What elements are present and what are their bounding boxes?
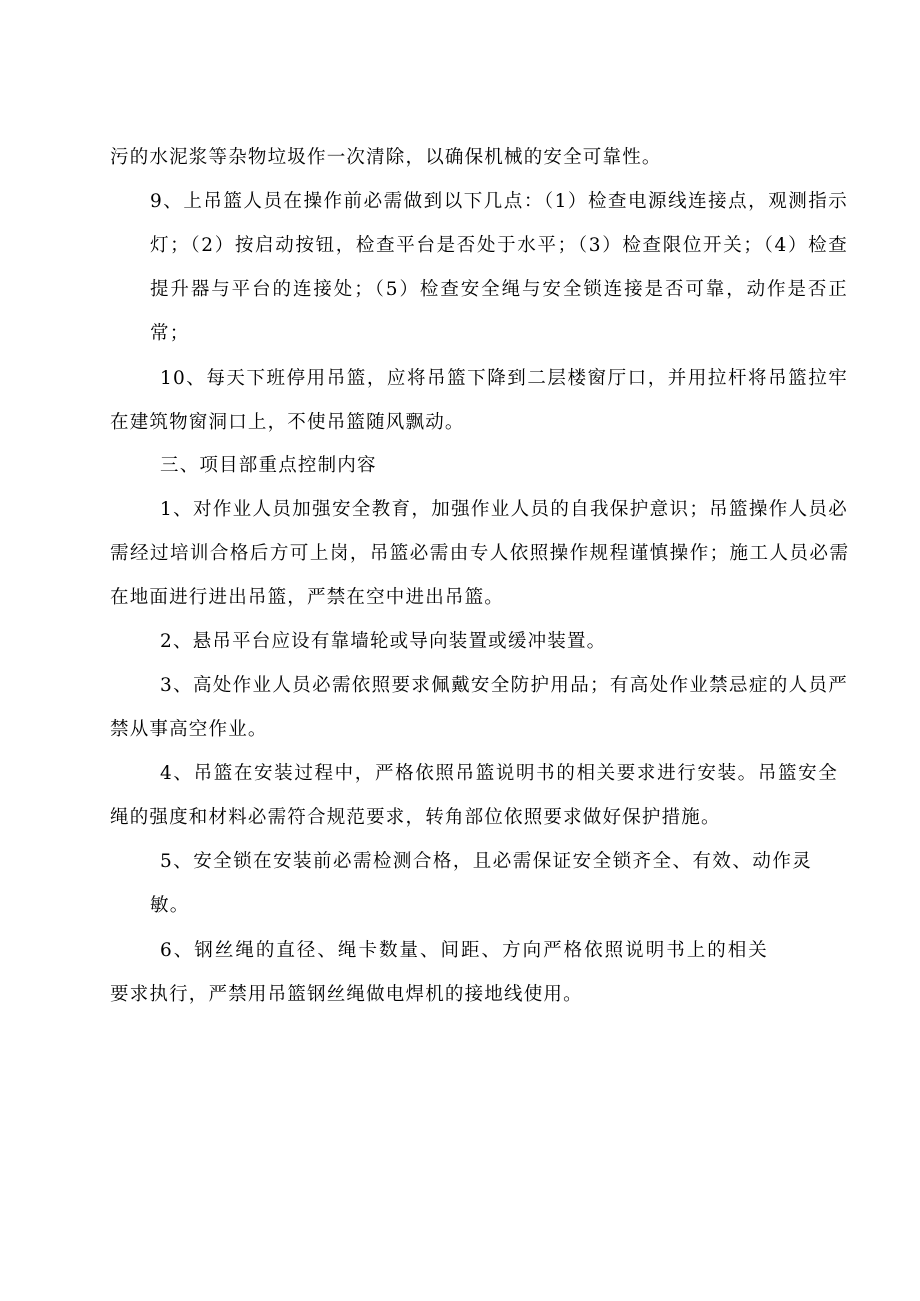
text-line: 6、钢丝绳的直径、绳卡数量、间距、方向严格依照说明书上的相关 — [160, 940, 768, 961]
text-line: 4、吊篮在安装过程中，严格依照吊篮说明书的相关要求进行安装。吊篮安全 — [160, 763, 838, 784]
text-line: 敏。 — [150, 895, 190, 916]
text-line: 10、每天下班停用吊篮，应将吊篮下降到二层楼窗厅口，并用拉杆将吊篮拉牢 — [160, 368, 848, 389]
text-line: 需经过培训合格后方可上岗，吊篮必需由专人依照操作规程谨慎操作；施工人员必需 — [110, 543, 848, 564]
text-line: 3、高处作业人员必需依照要求佩戴安全防护用品；有高处作业禁忌症的人员严 — [160, 675, 848, 696]
text-line: 提升器与平台的连接处；（5）检查安全绳与安全锁连接是否可靠，动作是否正 — [150, 279, 848, 300]
section-heading: 三、项目部重点控制内容 — [160, 455, 377, 476]
text-line: 灯；（2）按启动按钮，检查平台是否处于水平；（3）检查限位开关；（4）检查 — [150, 235, 848, 256]
text-line: 在建筑物窗洞口上，不使吊篮随风飘动。 — [110, 412, 465, 433]
text-line: 常； — [150, 323, 190, 344]
text-line: 禁从事高空作业。 — [110, 719, 268, 740]
text-line: 2、悬吊平台应设有靠墙轮或导向装置或缓冲装置。 — [160, 631, 607, 652]
text-line: 绳的强度和材料必需符合规范要求，转角部位依照要求做好保护措施。 — [110, 807, 721, 828]
text-line: 5、安全锁在安装前必需检测合格，且必需保证安全锁齐全、有效、动作灵 — [160, 851, 812, 872]
text-line: 要求执行，严禁用吊篮钢丝绳做电焊机的接地线使用。 — [110, 984, 583, 1005]
text-line: 1、对作业人员加强安全教育，加强作业人员的自我保护意识；吊篮操作人员必 — [160, 499, 848, 520]
text-line: 污的水泥浆等杂物垃圾作一次清除，以确保机械的安全可靠性。 — [110, 147, 662, 168]
text-line: 9、上吊篮人员在操作前必需做到以下几点：（1）检查电源线连接点，观测指示 — [150, 191, 848, 212]
text-line: 在地面进行进出吊篮，严禁在空中进出吊篮。 — [110, 587, 505, 608]
